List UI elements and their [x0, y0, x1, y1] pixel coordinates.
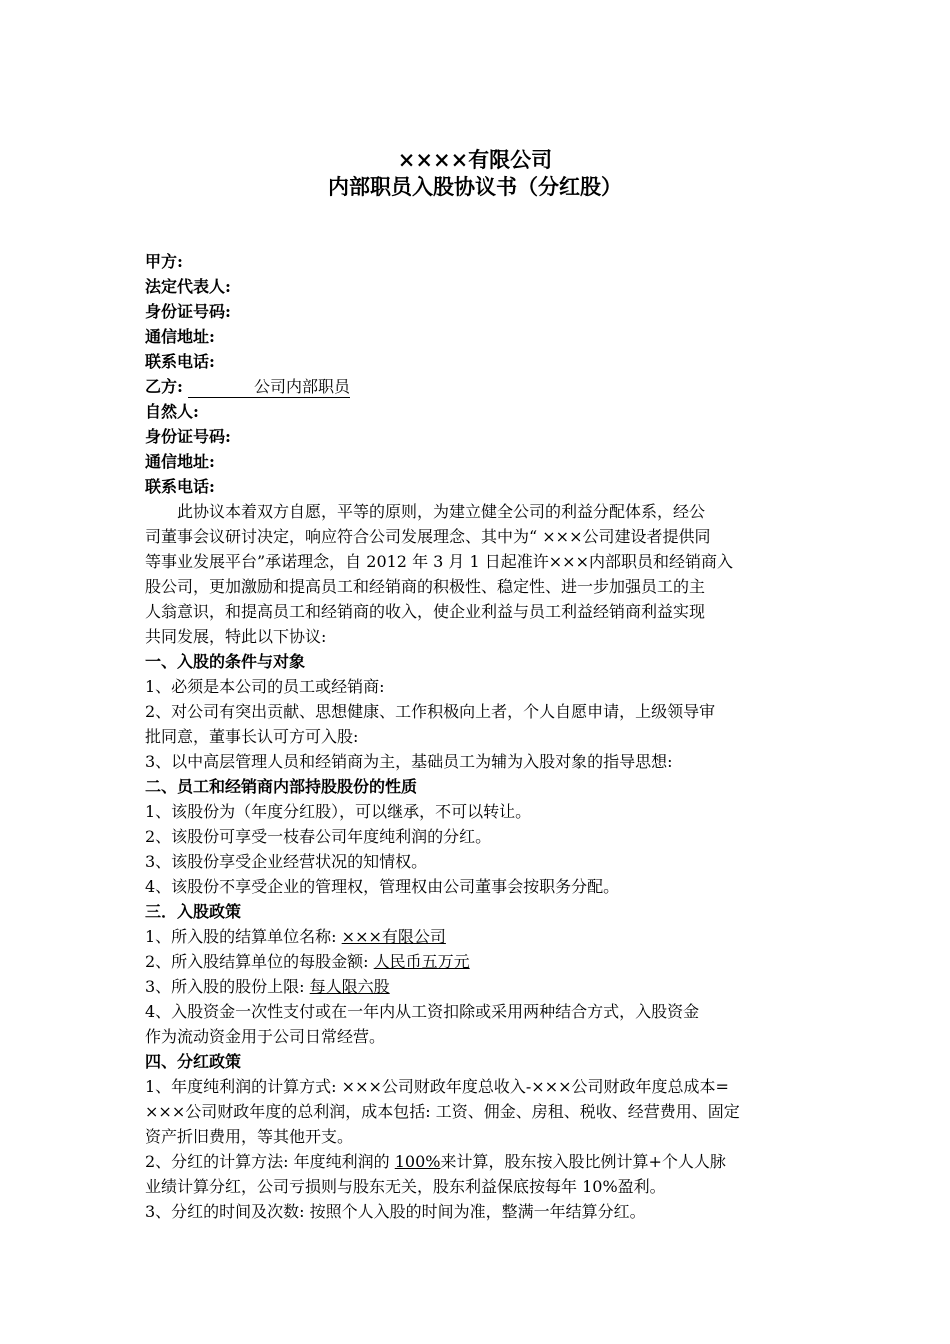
- section-3-item-3-value: 每人限六股: [309, 977, 390, 996]
- section-4-item-2-text-a: 2、分红的计算方法: 年度纯利润的: [145, 1152, 395, 1171]
- section-3-item-2-value: 人民币五万元: [373, 952, 470, 971]
- party-b-label: 乙方:: [145, 377, 183, 396]
- party-b-row: [145, 374, 807, 399]
- section-3-item-2-label: 2、所入股结算单位的每股金额:: [145, 952, 369, 971]
- company-title: ××××有限公司: [397, 147, 553, 172]
- section-1-item-1: 1、必须是本公司的员工或经销商:: [145, 677, 385, 696]
- section-3-item-1-label: 1、所入股的结算单位名称:: [145, 927, 337, 946]
- section-4-item-2-percent: 100%: [394, 1152, 441, 1171]
- section-2-item-4: 4、该股份不享受企业的管理权，管理权由公司董事会按职务分配。: [145, 877, 620, 896]
- party-b-address-label: 通信地址:: [145, 452, 215, 471]
- agreement-title: 内部职员入股协议书（分红股）: [328, 174, 622, 199]
- section-2-item-2: 2、该股份可享受一枝春公司年度纯利润的分红。: [145, 827, 492, 846]
- section-2-item-3: 3、该股份享受企业经营状况的知情权。: [145, 852, 428, 871]
- party-a-id-label: 身份证号码:: [145, 302, 231, 321]
- section-4-item-2-line-1: [145, 1149, 807, 1174]
- party-b-id-label: 身份证号码:: [145, 427, 231, 446]
- section-3-item-3: [145, 974, 807, 999]
- section-3-item-4-line-1: 4、入股资金一次性支付或在一年内从工资扣除或采用两种结合方式，入股资金: [145, 1002, 700, 1021]
- party-b-value-text: 公司内部职员: [254, 377, 351, 396]
- section-4-item-2-text-b: 来计算，股东按入股比例计算+个人人脉: [440, 1152, 726, 1171]
- preamble-line-2: 司董事会议研讨决定，响应符合公司发展理念、其中为“ ×××公司建设者提供同: [145, 527, 711, 546]
- section-3-item-3-label: 3、所入股的股份上限:: [145, 977, 305, 996]
- party-b-person-label: 自然人:: [145, 402, 199, 421]
- section-1-item-2-line-2: 批同意，董事长认可方可入股:: [145, 727, 359, 746]
- document-body: [145, 249, 807, 1224]
- preamble-line-5: 人翁意识，和提高员工和经销商的收入，使企业利益与员工利益经销商利益实现: [145, 602, 706, 621]
- party-b-blank: [188, 378, 254, 392]
- section-3-item-1-value: ×××有限公司: [341, 927, 446, 946]
- party-a-address-label: 通信地址:: [145, 327, 215, 346]
- section-4-item-1-line-1: 1、年度纯利润的计算方式: ×××公司财政年度总收入-×××公司财政年度总成本=: [145, 1077, 729, 1096]
- party-b-value: [188, 377, 350, 398]
- section-3-item-2: [145, 949, 807, 974]
- section-4-item-1-line-3: 资产折旧费用，等其他开支。: [145, 1127, 354, 1146]
- section-1-item-2-line-1: 2、对公司有突出贡献、思想健康、工作积极向上者，个人自愿申请，上级领导审: [145, 702, 716, 721]
- section-1-heading: 一、入股的条件与对象: [145, 652, 306, 671]
- preamble-line-4: 股公司，更加激励和提高员工和经销商的积极性、稳定性、进一步加强员工的主: [145, 577, 706, 596]
- preamble-line-1: [145, 499, 807, 524]
- party-a-label: 甲方:: [145, 252, 183, 271]
- section-3-item-4-line-2: 作为流动资金用于公司日常经营。: [145, 1027, 386, 1046]
- section-4-item-3: 3、分红的时间及次数: 按照个人入股的时间为准，整满一年结算分红。: [145, 1202, 646, 1221]
- preamble-text-1: 此协议本着双方自愿，平等的原则，为建立健全公司的利益分配体系，经公: [177, 502, 706, 521]
- party-a-phone-label: 联系电话:: [145, 352, 215, 371]
- section-3-item-1: [145, 924, 807, 949]
- section-3-heading: 三．入股政策: [145, 902, 242, 921]
- section-2-heading: 二、员工和经销商内部持股股份的性质: [145, 777, 418, 796]
- section-4-item-2-line-2: 业绩计算分红，公司亏损则与股东无关，股东利益保底按每年 10%盈利。: [145, 1177, 666, 1196]
- party-a-rep-label: 法定代表人:: [145, 277, 231, 296]
- section-1-item-3: 3、以中高层管理人员和经销商为主，基础员工为辅为入股对象的指导思想:: [145, 752, 673, 771]
- preamble-line-6: 共同发展，特此以下协议:: [145, 627, 327, 646]
- section-4-item-1-line-2: ×××公司财政年度的总利润，成本包括: 工资、佣金、房租、税收、经营费用、固定: [145, 1102, 740, 1121]
- section-4-heading: 四、分红政策: [145, 1052, 242, 1071]
- section-2-item-1: 1、该股份为（年度分红股），可以继承，不可以转让。: [145, 802, 532, 821]
- preamble-line-3: 等事业发展平台”承诺理念，自 2012 年 3 月 1 日起准许×××内部职员和经销商入: [145, 552, 733, 571]
- party-b-phone-label: 联系电话:: [145, 477, 215, 496]
